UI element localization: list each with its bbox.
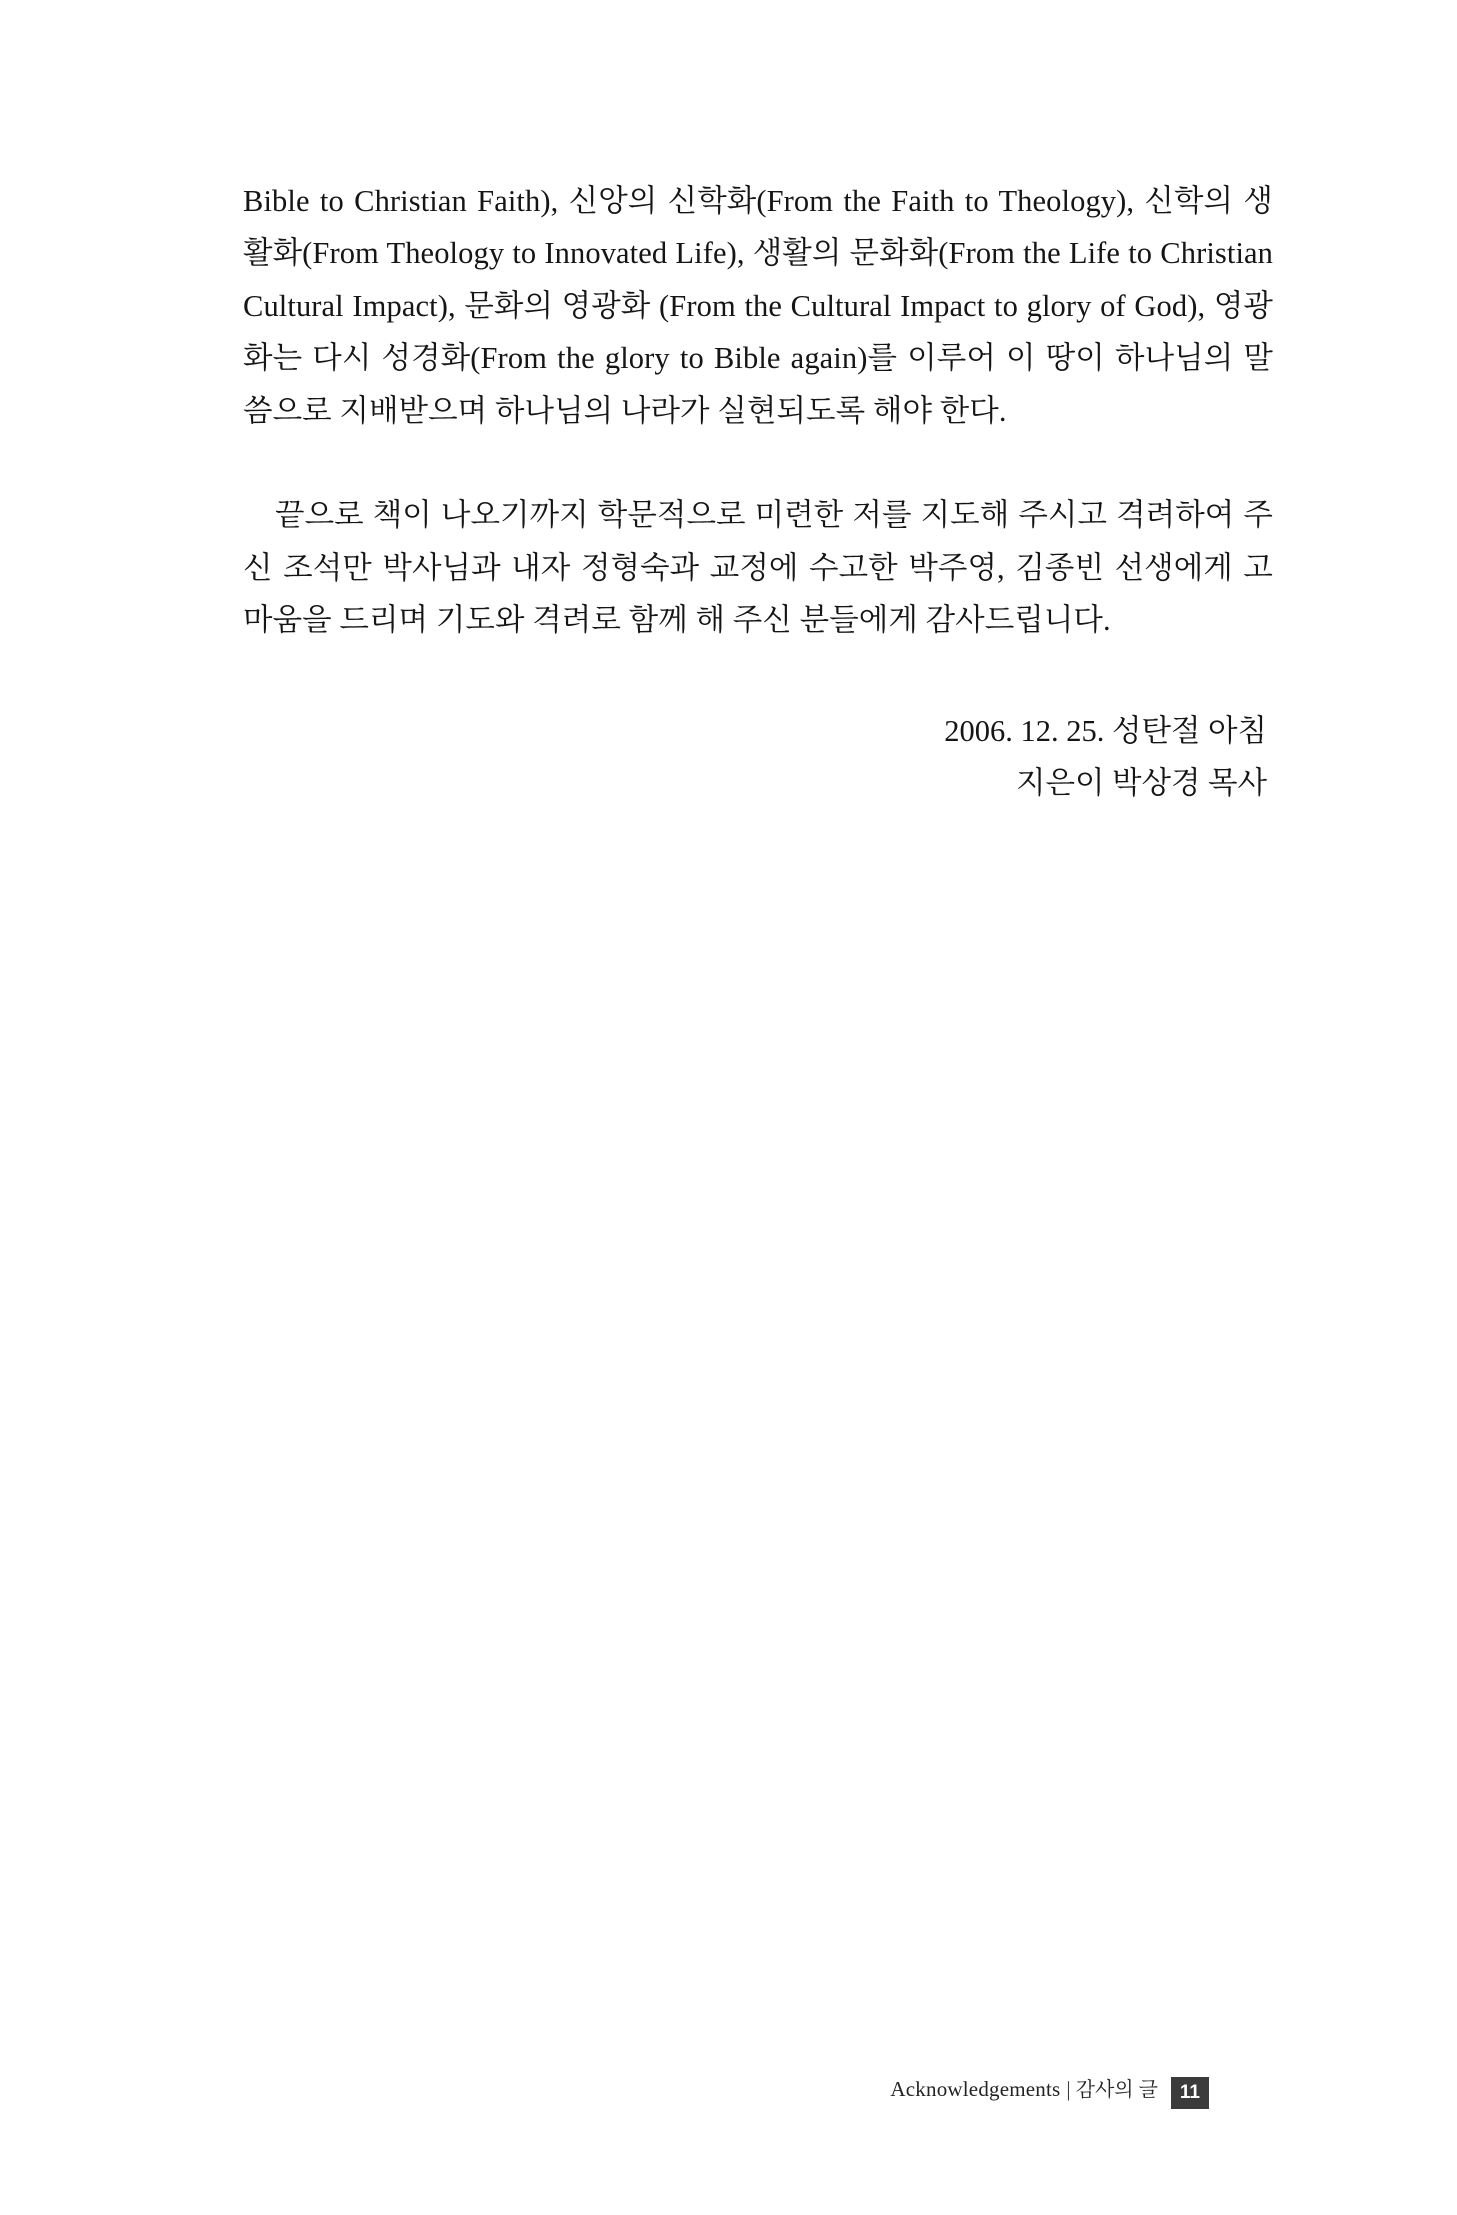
page-footer	[0, 2073, 1457, 2107]
signature-date: 2006. 12. 25. 성탄절 아침	[944, 713, 1267, 748]
paragraph-2: 끝으로 책이 나오기까지 학문적으로 미련한 저를 지도해 주시고 격려하여 주신 조석만 박사님과 내자 정형숙과 교정에 수고한 박주영, 김종빈 선생에게 고마움을 드리며 기도와 격려로 함께 해 주신 분들에게 감사드립니다.	[243, 498, 1273, 638]
signature-author: 지은이 박상경 목사	[1016, 766, 1267, 801]
signature-block	[243, 705, 1273, 810]
paragraph-1: Bible to Christian Faith), 신앙의 신학화(From the Faith to Theology), 신학의 생활화(From Theology to Innovated Life), 생활의 문화화(From the Life to Christian Cultural Impact), 문화의 영광화 (From the Cultural Impact to glory of God), 영광화는 다시 성경화(From the glory to Bible again)를 이루어 이 땅이 하나님의 말씀으로 지배받으며 하나님의 나라가 실현되도록 해야 한다.	[243, 184, 1273, 428]
page-content	[243, 175, 1273, 810]
footer-section-label: Acknowledgements	[890, 2077, 1061, 2101]
page-number-badge: 11	[1171, 2077, 1209, 2109]
footer-separator: |	[1066, 2077, 1071, 2101]
footer-section-label-korean: 감사의 글	[1075, 2079, 1158, 2101]
paragraph-spacer	[243, 437, 1273, 489]
